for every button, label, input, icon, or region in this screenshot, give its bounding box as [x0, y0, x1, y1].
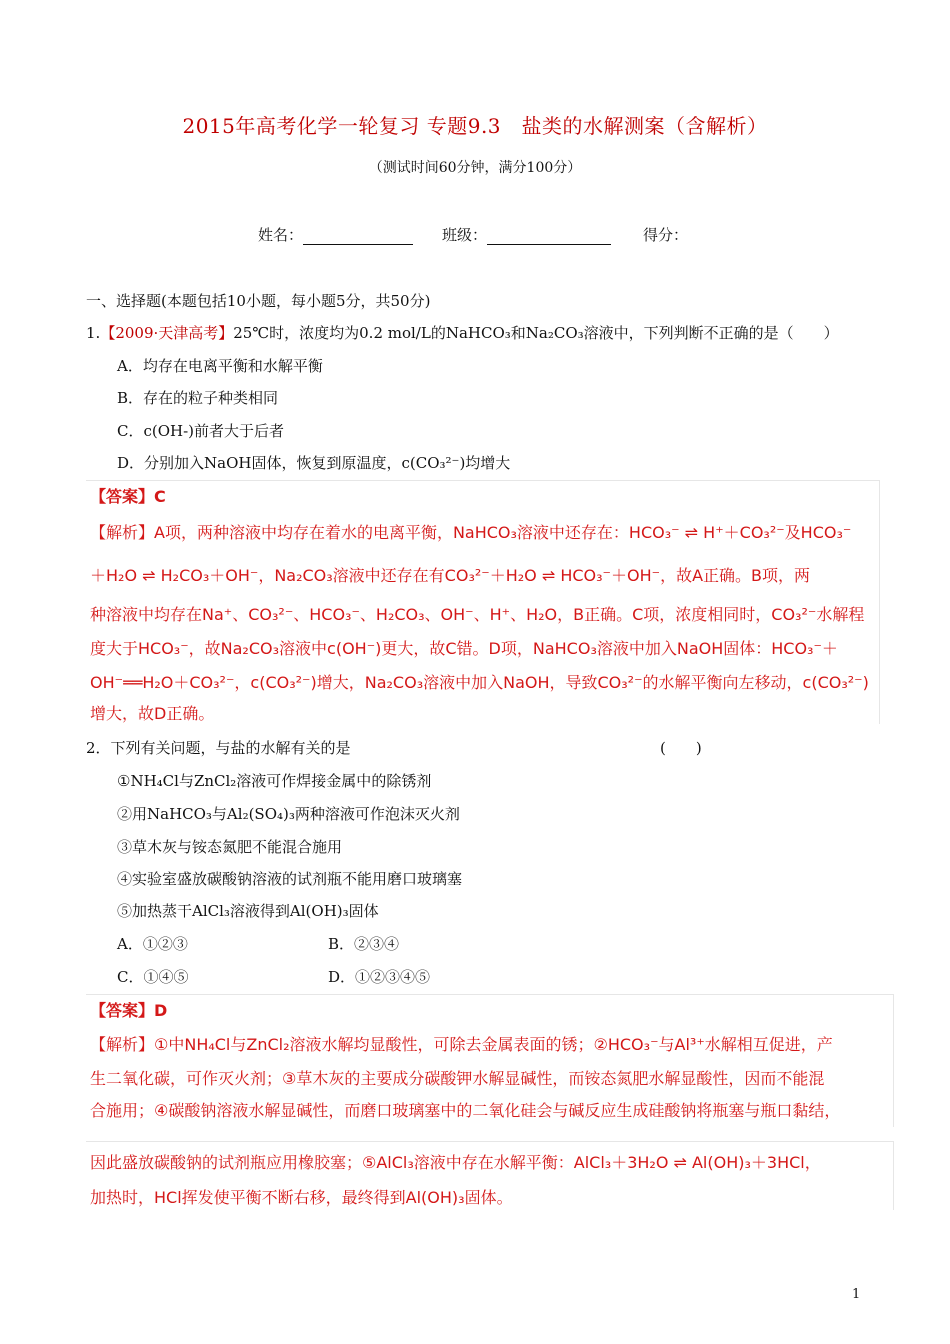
q1-option-c: C．c(OH-)前者大于后者: [117, 422, 285, 440]
class-field[interactable]: [442, 224, 611, 245]
q2-item: ④实验室盛放碳酸钠溶液的试剂瓶不能用磨口玻璃塞: [117, 870, 463, 888]
q2-option-d: D．①②③④⑤: [328, 968, 431, 986]
q2-bracket: ( ): [660, 739, 702, 757]
q2-item: ③草木灰与铵态氮肥不能混合施用: [117, 838, 343, 856]
test-info-subtitle: （测试时间60分钟，满分100分）: [368, 160, 582, 176]
score-field: [643, 224, 688, 245]
q2-analysis-line: 生二氧化碳，可作灭火剂；③草木灰的主要成分碳酸钾水解显碱性，而铵态氮肥水解显酸性，因而不能混: [90, 1069, 825, 1088]
q1-source: 【2009·天津高考】: [100, 324, 234, 342]
q1-answer: 【答案】C: [90, 487, 166, 506]
q2-option-c: C．①④⑤: [117, 968, 189, 986]
q2-analysis-line: 合施用；④碳酸钠溶液水解显碱性，而磨口玻璃塞中的二氧化硅会与碱反应生成硅酸钠将瓶塞与瓶口黏结，: [90, 1101, 841, 1120]
q2-option-a: A．①②③: [117, 935, 188, 953]
q2-option-b: B．②③④: [328, 935, 400, 953]
class-blank[interactable]: [487, 228, 611, 245]
page-number: 1: [852, 1287, 861, 1302]
q1-analysis-line: OH⁻══H₂O＋CO₃²⁻，c(CO₃²⁻)增大，Na₂CO₃溶液中加入NaOH，导致CO₃²⁻的水解平衡向左移动，c(CO₃²⁻): [90, 673, 869, 692]
name-blank[interactable]: [303, 228, 413, 245]
q2-item: ②用NaHCO₃与Al₂(SO₄)₃两种溶液可作泡沫灭火剂: [117, 805, 460, 823]
class-label: 班级：: [442, 226, 488, 244]
name-field[interactable]: [258, 224, 413, 245]
score-label: 得分：: [643, 226, 689, 244]
q1-option-d: D．分别加入NaOH固体，恢复到原温度，c(CO₃²⁻)均增大: [117, 454, 511, 472]
q2-analysis-line: 因此盛放碳酸钠的试剂瓶应用橡胶塞；⑤AlCl₃溶液中存在水解平衡：AlCl₃＋3H₂O ⇌ Al(OH)₃＋3HCl，: [90, 1153, 821, 1172]
q2-answer: 【答案】D: [90, 1001, 168, 1020]
section-heading: 一、选择题(本题包括10小题，每小题5分，共50分): [86, 292, 431, 310]
page-title: 2015年高考化学一轮复习 专题9.3 盐类的水解测案（含解析）: [182, 114, 768, 138]
name-label: 姓名：: [258, 226, 304, 244]
q1-analysis-line: ＋H₂O ⇌ H₂CO₃＋OH⁻，Na₂CO₃溶液中还存在有CO₃²⁻＋H₂O ⇌ HCO₃⁻＋OH⁻，故A正确。B项，两: [90, 566, 810, 585]
q2-item: ①NH₄Cl与ZnCl₂溶液可作焊接金属中的除锈剂: [117, 772, 432, 790]
q1-analysis-line: 度大于HCO₃⁻，故Na₂CO₃溶液中c(OH⁻)更大，故C错。D项，NaHCO₃溶液中加入NaOH固体：HCO₃⁻＋: [90, 639, 838, 658]
q1-analysis-line: 种溶液中均存在Na⁺、CO₃²⁻、HCO₃⁻、H₂CO₃、OH⁻、H⁺、H₂O，B正确。C项，浓度相同时，CO₃²⁻水解程: [90, 605, 865, 624]
q2-item: ⑤加热蒸干AlCl₃溶液得到Al(OH)₃固体: [117, 902, 379, 920]
q1-option-a: A．均存在电离平衡和水解平衡: [117, 357, 323, 375]
q1-option-b: B．存在的粒子种类相同: [117, 389, 279, 407]
q2-analysis-line: 加热时，HCl挥发使平衡不断右移，最终得到Al(OH)₃固体。: [90, 1188, 513, 1207]
q2-analysis-line: 【解析】①中NH₄Cl与ZnCl₂溶液水解均显酸性，可除去金属表面的锈；②HCO₃⁻与Al³⁺水解相互促进，产: [90, 1035, 833, 1054]
q1-analysis-line: 增大，故D正确。: [90, 704, 215, 723]
q1-stem: 1.【2009·天津高考】25℃时，浓度均为0.2 mol/L的NaHCO₃和Na₂CO₃溶液中，下列判断不正确的是（ ）: [86, 324, 839, 342]
q1-analysis-line: 【解析】A项，两种溶液中均存在着水的电离平衡，NaHCO₃溶液中还存在：HCO₃⁻ ⇌ H⁺＋CO₃²⁻及HCO₃⁻: [90, 523, 852, 542]
q2-stem: 2．下列有关问题，与盐的水解有关的是: [86, 739, 351, 757]
